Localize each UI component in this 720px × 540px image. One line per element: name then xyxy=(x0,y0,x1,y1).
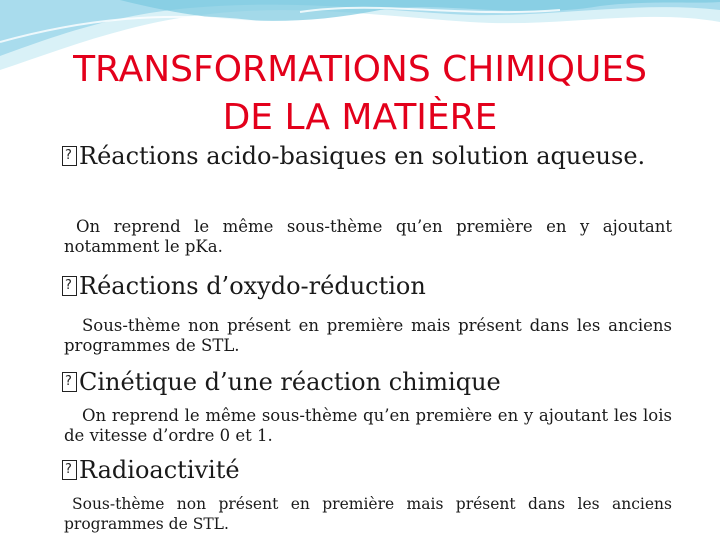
section-heading-acid-base xyxy=(62,142,672,170)
section-heading-text: Cinétique d’une réaction chimique xyxy=(79,368,501,396)
page-title xyxy=(0,46,720,142)
section-body-radioactivity: Sous-thème non présent en première mais présent dans les anciens programmes de STL. xyxy=(64,495,672,533)
missing-glyph-icon xyxy=(62,146,77,166)
section-body-kinetics: On reprend le même sous-thème qu’en première en y ajoutant les lois de vitesse d’ordre 0 et 1. xyxy=(64,406,672,445)
title-line-1: TRANSFORMATIONS CHIMIQUES xyxy=(73,49,647,90)
section-heading-kinetics xyxy=(62,368,672,396)
section-heading-radioactivity xyxy=(62,456,672,484)
section-heading-redox xyxy=(62,272,672,300)
missing-glyph-icon xyxy=(62,460,77,480)
missing-glyph-icon xyxy=(62,372,77,392)
title-line-2: DE LA MATIÈRE xyxy=(222,97,498,138)
section-heading-text: Réactions d’oxydo-réduction xyxy=(79,272,426,300)
section-body-redox: Sous-thème non présent en première mais présent dans les anciens programmes de STL. xyxy=(64,316,672,355)
missing-glyph-icon xyxy=(62,276,77,296)
section-heading-text: Réactions acido-basiques en solution aqueuse. xyxy=(79,142,646,170)
section-body-acid-base: On reprend le même sous-thème qu’en première en y ajoutant notamment le pKa. xyxy=(64,217,672,256)
section-heading-text: Radioactivité xyxy=(79,456,240,484)
